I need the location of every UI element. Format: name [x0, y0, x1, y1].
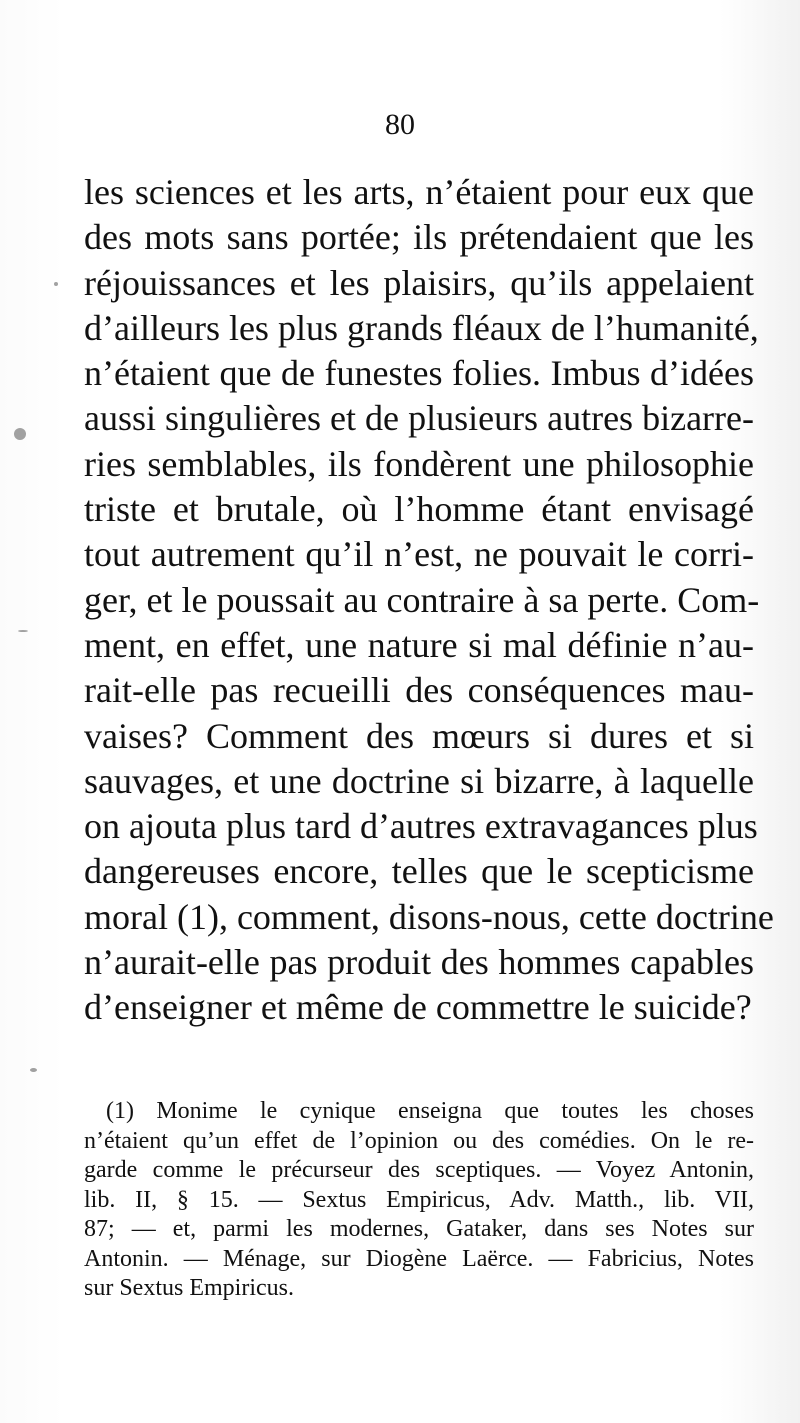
text-line: rait-elle pas recueilli des conséquences mau-	[84, 670, 754, 711]
footnote-line: n’étaient qu’un effet de l’opinion ou des comédies. On le re-	[84, 1127, 754, 1154]
scan-speck	[18, 630, 28, 632]
scan-speck	[30, 1068, 37, 1072]
text-line: d’ailleurs les plus grands fléaux de l’humanité,	[84, 307, 759, 348]
text-line: vaises? Comment des mœurs si dures et si	[84, 715, 754, 756]
text-line: les sciences et les arts, n’étaient pour eux que	[84, 172, 754, 212]
text-line: ger, et le poussait au contraire à sa perte. Com-	[84, 579, 760, 620]
text-line: moral (1), comment, disons-nous, cette doctrine	[84, 896, 774, 937]
text-line: ries semblables, ils fondèrent une philosophie	[84, 443, 754, 484]
footnote	[84, 1097, 754, 1304]
scan-speck	[14, 428, 26, 440]
text-line: ment, en effet, une nature si mal définie n’au-	[84, 624, 754, 665]
scan-speck	[54, 282, 58, 286]
text-line: d’enseigner et même de commettre le suicide?	[84, 987, 752, 1028]
footnote-line: sur Sextus Empiricus.	[84, 1275, 294, 1301]
footnote-line: 87; — et, parmi les modernes, Gataker, dans ses Notes sur	[84, 1216, 754, 1242]
text-line: n’aurait-elle pas produit des hommes capables	[84, 942, 754, 983]
footnote-line: (1) Monime le cynique enseigna que toutes les choses	[106, 1098, 754, 1124]
text-line: tout autrement qu’il n’est, ne pouvait le corri-	[84, 534, 754, 575]
text-line: triste et brutale, où l’homme étant envisagé	[84, 489, 754, 530]
footnote-line: Antonin. — Ménage, sur Diogène Laërce. — Fabricius, Notes	[84, 1245, 754, 1272]
text-line: réjouissances et les plaisirs, qu’ils appelaient	[84, 262, 754, 303]
page-number: 80	[385, 108, 415, 141]
text-line: des mots sans portée; ils prétendaient que les	[84, 217, 754, 258]
footnote-line: garde comme le précurseur des sceptiques. — Voyez Antonin,	[84, 1157, 754, 1183]
text-line: n’étaient que de funestes folies. Imbus d’idées	[84, 353, 754, 394]
footnote-line: lib. II, § 15. — Sextus Empiricus, Adv. Matth., lib. VII,	[84, 1186, 754, 1213]
text-line: aussi singulières et de plusieurs autres bizarre-	[84, 398, 754, 439]
text-line: sauvages, et une doctrine si bizarre, à laquelle	[84, 760, 754, 801]
text-line: on ajouta plus tard d’autres extravagances plus	[84, 806, 758, 847]
main-text	[84, 170, 774, 1031]
text-line: dangereuses encore, telles que le scepticisme	[84, 851, 754, 892]
